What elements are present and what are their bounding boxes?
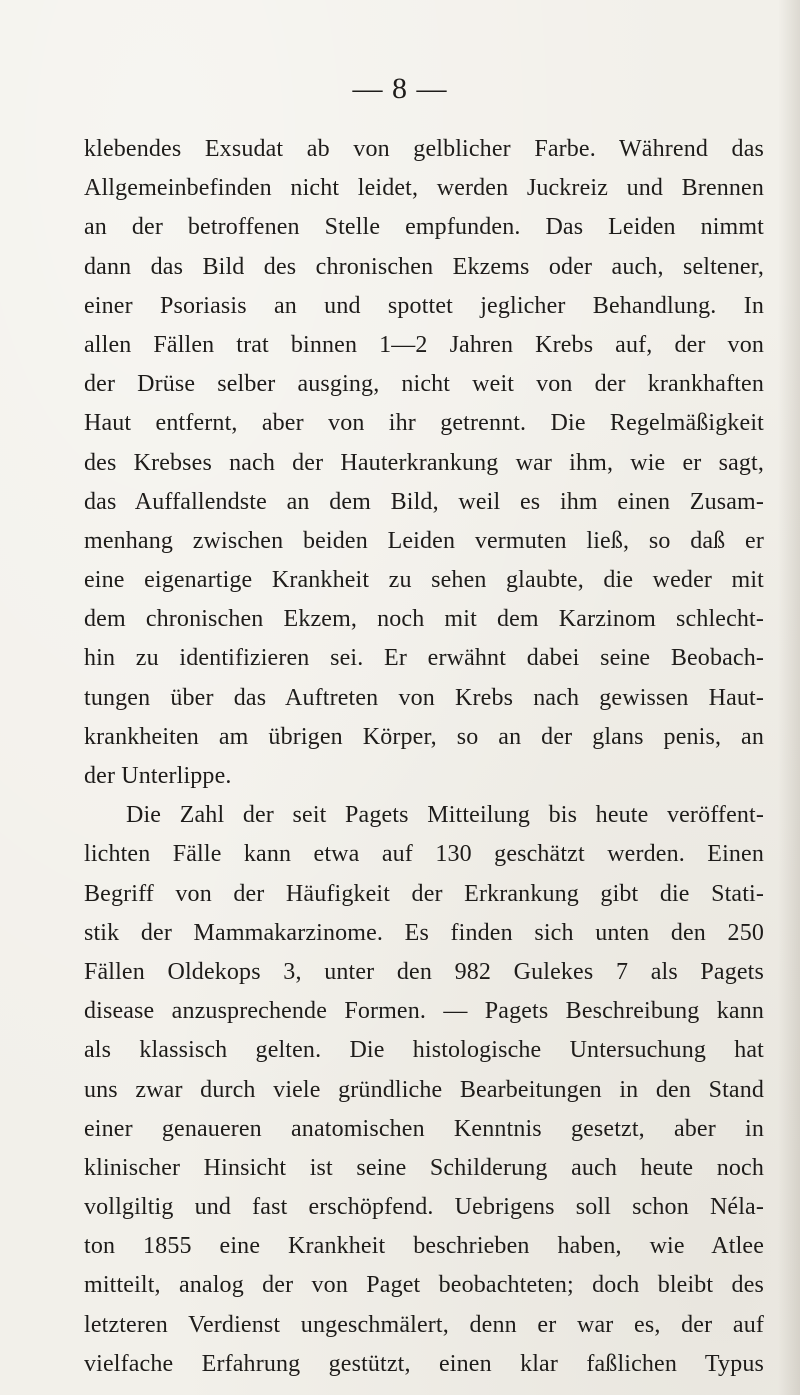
text-line: klinischer Hinsicht ist seine Schilderung auch heute noch (84, 1154, 764, 1181)
text-line: einer Psoriasis an und spottet jeglicher Behandlung. In (84, 292, 764, 319)
paragraph (84, 130, 764, 796)
page-edge-shadow (778, 0, 800, 1395)
text-line: vielfache Erfahrung gestützt, einen klar faßlichen Typus (84, 1350, 764, 1377)
text-line: dann das Bild des chronischen Ekzems oder auch, seltener, (84, 253, 764, 280)
text-line: hin zu identifizieren sei. Er erwähnt dabei seine Beobach- (84, 645, 764, 672)
text-line: einer genaueren anatomischen Kenntnis gesetzt, aber in (84, 1115, 764, 1142)
text-line: des Krebses nach der Hauterkrankung war ihm, wie er sagt, (84, 449, 764, 476)
text-line: menhang zwischen beiden Leiden vermuten ließ, so daß er (84, 527, 764, 554)
text-line: uns zwar durch viele gründliche Bearbeitungen in den Stand (84, 1076, 764, 1103)
text-line: klebendes Exsudat ab von gelblicher Farbe. Während das (84, 136, 764, 162)
text-line: tungen über das Auftreten von Krebs nach gewissen Haut- (84, 684, 764, 711)
text-line: Allgemeinbefinden nicht leidet, werden Juckreiz und Brennen (84, 175, 764, 202)
paragraph (84, 796, 764, 1384)
text-line: eine eigenartige Krankheit zu sehen glaubte, die weder mit (84, 567, 764, 594)
text-line: an der betroffenen Stelle empfunden. Das Leiden nimmt (84, 214, 764, 241)
text-line: der Unterlippe. (84, 763, 232, 789)
text-line: dem chronischen Ekzem, noch mit dem Karzinom schlecht- (84, 606, 764, 633)
text-line: als klassisch gelten. Die histologische Untersuchung hat (84, 1037, 764, 1064)
text-line: lichten Fälle kann etwa auf 130 geschätzt werden. Einen (84, 841, 764, 868)
text-line: der Drüse selber ausging, nicht weit von der krankhaften (84, 371, 764, 398)
text-line: stik der Mammakarzinome. Es finden sich unten den 250 (84, 919, 764, 946)
text-line: vollgiltig und fast erschöpfend. Uebrigens soll schon Néla- (84, 1194, 764, 1221)
text-line: mitteilt, analog der von Paget beobachteten; doch bleibt des (84, 1272, 764, 1299)
text-line: disease anzusprechende Formen. — Pagets Beschreibung kann (84, 998, 764, 1025)
page-number: — 8 — (352, 72, 448, 105)
text-line: Begriff von der Häufigkeit der Erkrankung gibt die Stati- (84, 880, 764, 907)
text-line: letzteren Verdienst ungeschmälert, denn er war es, der auf (84, 1311, 764, 1338)
body-text (84, 130, 764, 1384)
text-line: Haut entfernt, aber von ihr getrennt. Die Regelmäßigkeit (84, 410, 764, 437)
text-line: das Auffallendste an dem Bild, weil es ihm einen Zusam- (84, 488, 764, 515)
text-line: allen Fällen trat binnen 1—2 Jahren Krebs auf, der von (84, 331, 764, 358)
text-line: Fällen Oldekops 3, unter den 982 Gulekes 7 als Pagets (84, 958, 764, 985)
text-line: krankheiten am übrigen Körper, so an der glans penis, an (84, 723, 764, 750)
text-line: Die Zahl der seit Pagets Mitteilung bis heute veröffent- (126, 802, 764, 829)
text-line: ton 1855 eine Krankheit beschrieben haben, wie Atlee (84, 1233, 764, 1260)
